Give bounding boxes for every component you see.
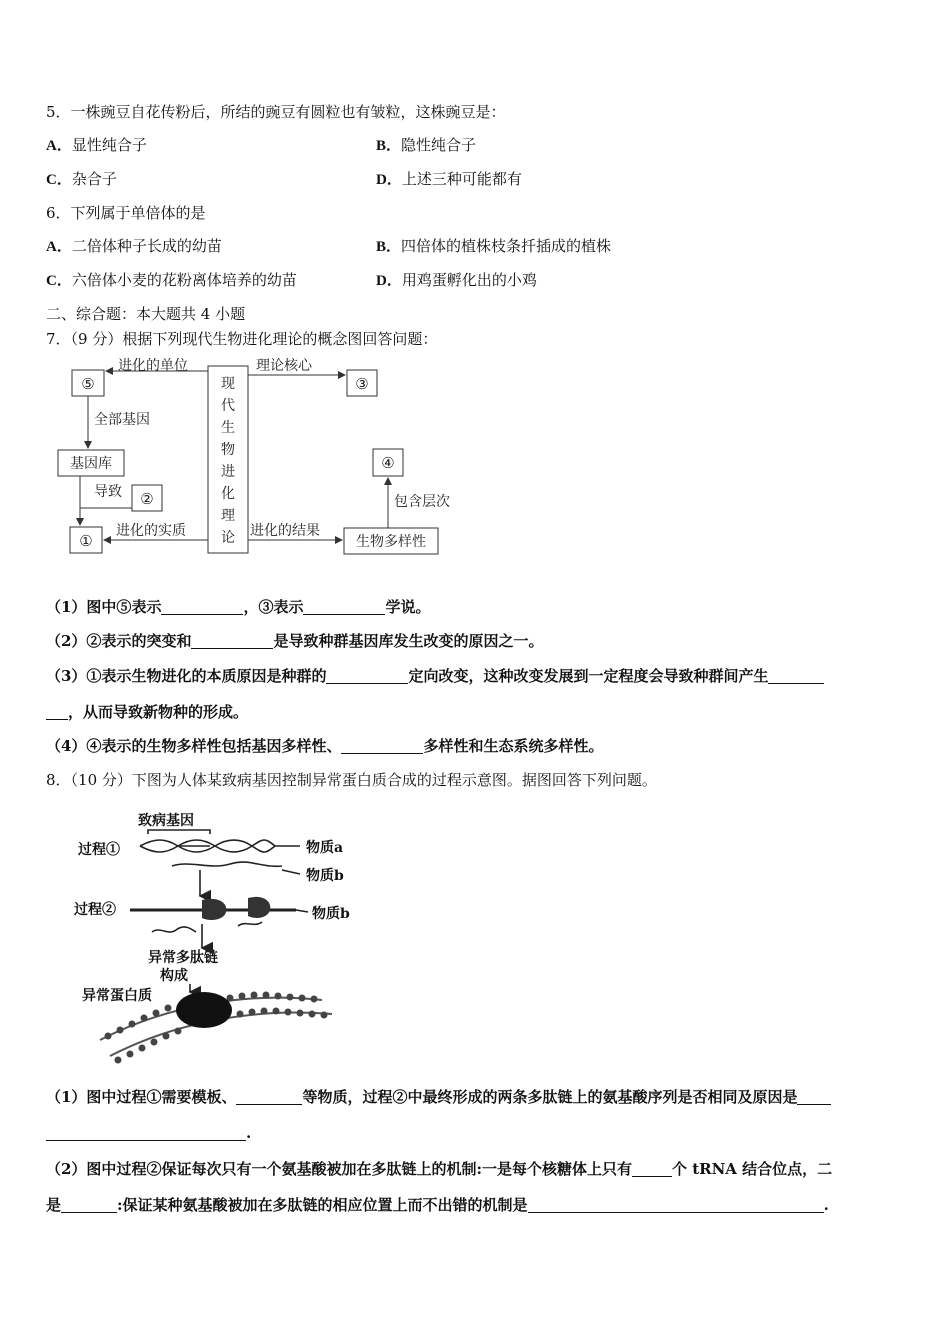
q8-sub2-line2: 是 :保证某种氨基酸被加在多肽链的相应位置上而不出错的机制是 . (46, 1196, 829, 1214)
box-4-label: ④ (381, 454, 395, 472)
box-1-label: ① (79, 532, 93, 550)
center-char-5: 化 (221, 486, 235, 502)
abnormal-protein-shape (176, 992, 232, 1028)
diversity-label: 生物多样性 (356, 534, 426, 550)
q6-stem: 6．下列属于单倍体的是 (46, 204, 206, 222)
section-title: 二、综合题：本大题共 4 小题 (46, 305, 246, 323)
q6-option-b: B．四倍体的植株枝条扦插成的植株 (376, 237, 612, 255)
q8-sub2-blank-2[interactable] (61, 1196, 117, 1213)
q7-sub1: （1）图中⑤表示 ，③表示 学说。 (46, 598, 431, 616)
label-all-genes: 全部基因 (94, 412, 150, 428)
q5-option-c: C．杂合子 (46, 170, 117, 188)
gene-pool-label: 基因库 (70, 456, 112, 472)
q8-sub1-blank-2[interactable] (797, 1088, 831, 1105)
substance-a-label: 物质a (306, 840, 344, 856)
label-result: 进化的结果 (250, 523, 320, 539)
q7-sub4: （4）④表示的生物多样性包括基因多样性、 多样性和生态系统多样性。 (46, 737, 604, 755)
label-essence: 进化的实质 (116, 523, 186, 539)
q8-sub2-blank-1[interactable] (632, 1160, 672, 1177)
q5-option-d: D．上述三种可能都有 (376, 170, 522, 188)
q6-option-a: A．二倍体种子长成的幼苗 (46, 237, 222, 255)
center-char-1: 代 (221, 398, 235, 414)
q7-sub3-line1: （3）①表示生物进化的本质原因是种群的 定向改变，这种改变发展到一定程度会导致种群间产生 (46, 665, 824, 687)
substance-b2-label: 物质b (312, 906, 350, 922)
q7-sub3-blank-2[interactable] (768, 667, 824, 684)
pointer-b1 (282, 870, 300, 874)
substance-b1-label: 物质b (306, 868, 344, 884)
q7-sub2-blank[interactable] (191, 632, 273, 649)
q7-sub3-blank-2-cont[interactable] (46, 703, 68, 720)
q7-sub3-blank-1[interactable] (326, 667, 408, 684)
label-cause: 导致 (94, 484, 122, 500)
box-3-label: ③ (355, 375, 369, 393)
ribosome-1 (202, 899, 226, 920)
box-5-label: ⑤ (81, 375, 95, 393)
q7-sub1-blank-2[interactable] (303, 598, 385, 615)
q6-option-c: C．六倍体小麦的花粉离体培养的幼苗 (46, 271, 297, 289)
mrna-strand (172, 862, 282, 866)
center-char-7: 论 (221, 530, 235, 546)
process2-label: 过程② (74, 902, 116, 918)
compose-label: 构成 (160, 968, 188, 984)
q6-option-d: D．用鸡蛋孵化出的小鸡 (376, 271, 537, 289)
q7-sub4-blank[interactable] (341, 737, 423, 754)
label-core: 理论核心 (256, 358, 312, 374)
q8-sub1-line1: （1）图中过程①需要模板、 等物质，过程②中最终形成的两条多肽链上的氨基酸序列是否相同及原因是 (46, 1086, 831, 1108)
gene-bracket (148, 830, 210, 834)
q8-sub2-line1: （2）图中过程②保证每次只有一个氨基酸被加在多肽链上的机制:一是每个核糖体上只有 个 tRNA 结合位点，二 (46, 1160, 833, 1178)
evolution-concept-diagram (50, 358, 470, 563)
polypeptide-1 (152, 927, 196, 932)
q8-stem: 8．（10 分）下图为人体某致病基因控制异常蛋白质合成的过程示意图。据图回答下列问题。 (46, 771, 657, 789)
gene-label: 致病基因 (138, 813, 194, 829)
center-char-3: 物 (221, 442, 235, 458)
q8-sub1-line2: . (46, 1122, 251, 1144)
gene-expression-diagram (60, 808, 370, 1068)
q7-sub3-line2: ，从而导致新物种的形成。 (46, 701, 248, 723)
protein-label: 异常蛋白质 (82, 988, 152, 1004)
q7-stem: 7．（9 分）根据下列现代生物进化理论的概念图回答问题： (46, 330, 438, 348)
box-2-label: ② (140, 490, 154, 508)
q5-stem: 5．一株豌豆自花传粉后，所结的豌豆有圆粒也有皱粒，这株豌豆是： (46, 103, 506, 121)
q8-sub1-blank-1[interactable] (236, 1088, 302, 1105)
ribosome-2 (248, 897, 270, 918)
q8-sub2-blank-3[interactable] (528, 1196, 824, 1213)
center-char-0: 现 (221, 376, 235, 392)
q7-sub1-blank-1[interactable] (161, 598, 243, 615)
label-levels: 包含层次 (394, 494, 450, 510)
center-box (208, 366, 248, 553)
polypeptide-label: 异常多肽链 (148, 950, 218, 966)
center-char-6: 理 (221, 508, 235, 524)
polypeptide-2 (238, 922, 262, 926)
q8-sub1-blank-2-cont[interactable] (46, 1124, 246, 1141)
center-char-2: 生 (221, 420, 235, 436)
process1-label: 过程① (78, 842, 120, 858)
label-unit: 进化的单位 (118, 358, 188, 374)
pointer-b2 (296, 910, 308, 912)
q5-option-b: B．隐性纯合子 (376, 136, 477, 154)
q7-sub2: （2）②表示的突变和 是导致种群基因库发生改变的原因之一。 (46, 632, 544, 650)
q5-option-a: A．显性纯合子 (46, 136, 147, 154)
center-char-4: 进 (221, 464, 235, 480)
